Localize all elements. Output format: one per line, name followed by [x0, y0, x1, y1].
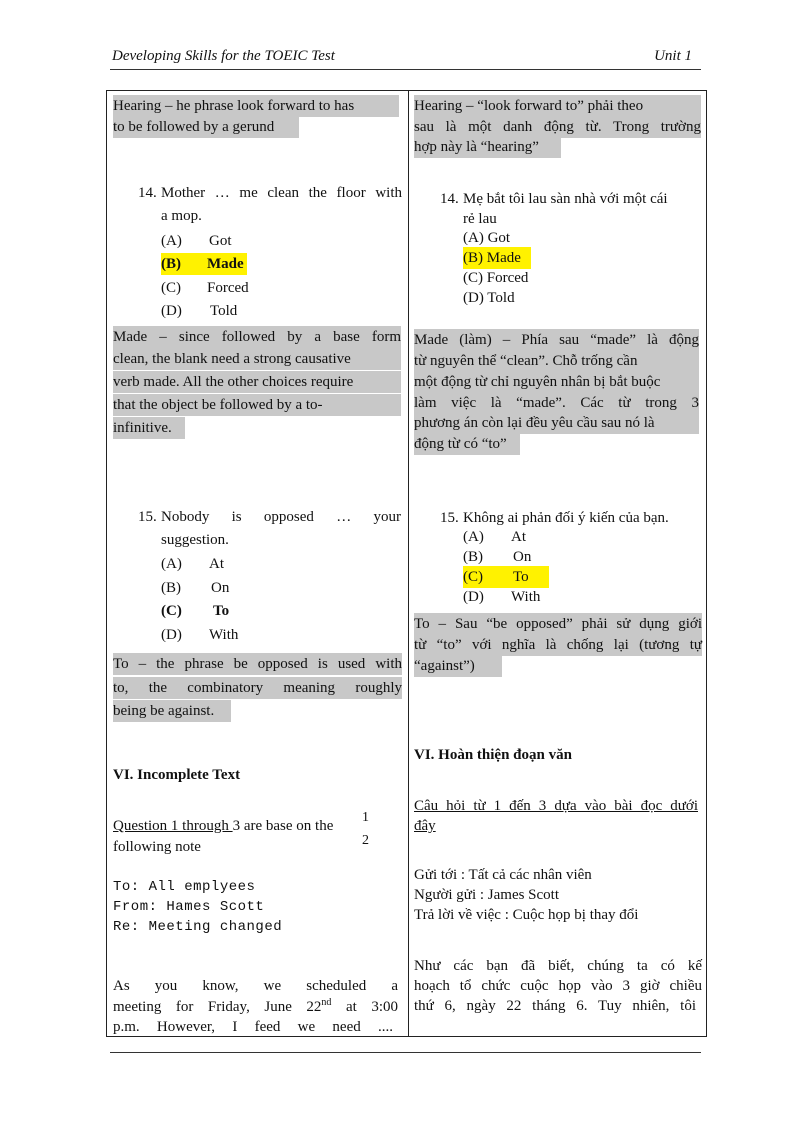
- left-body-line-1: As you know, we scheduled a: [113, 978, 398, 994]
- option-text: With: [511, 589, 541, 605]
- left-q14-option-a: [161, 230, 232, 252]
- option-text: At: [209, 556, 224, 572]
- left-memo-re: Re: Meeting changed: [113, 919, 283, 935]
- left-note-14-line-2: clean, the blank need a strong causative: [113, 348, 401, 370]
- right-body-line-2: hoạch tổ chức cuộc họp vào 3 giờ chiều: [414, 978, 702, 994]
- left-note-14-line-1: Made – since followed by a base form: [113, 326, 401, 348]
- option-text: Told: [210, 303, 238, 319]
- book-title: Developing Skills for the TOEIC Test: [112, 48, 335, 64]
- footer-rule: [110, 1052, 701, 1053]
- option-letter: (D): [463, 589, 484, 605]
- right-q14-option-a: (A) Got: [463, 230, 511, 246]
- option-text: To: [513, 569, 529, 585]
- option-letter: (B): [161, 580, 181, 596]
- left-q15-option-d: [161, 624, 239, 646]
- left-note-14-line-5: infinitive.: [113, 417, 185, 439]
- right-q14-line-1: Mẹ bắt tôi lau sàn nhà với một cái: [463, 191, 668, 207]
- left-note-15-line-2: to, the combinatory meaning roughly: [113, 677, 402, 699]
- right-question-line-1: Câu hỏi từ 1 đến 3 dựa vào bài đọc dưới: [414, 798, 698, 814]
- header-rule: [110, 69, 701, 70]
- right-q15-number: 15.: [440, 510, 459, 526]
- left-note-14-line-3: verb made. All the other choices require: [113, 371, 401, 393]
- right-note-15-line-1: To – Sau “be opposed” phải sử dụng giới: [414, 613, 702, 635]
- option-letter: (C): [161, 280, 181, 296]
- option-letter: (B): [161, 256, 181, 272]
- left-q15-number: 15.: [138, 509, 157, 525]
- right-note-14-line-3: một động từ chỉ nguyên nhân bị bắt buộc: [414, 371, 699, 393]
- option-text: Forced: [207, 280, 249, 296]
- body-text-b: at 3:00: [331, 999, 398, 1015]
- right-note-14-line-1: Made (làm) – Phía sau “made” là động: [414, 329, 699, 351]
- right-note-15-line-3: “against”): [414, 655, 502, 677]
- left-q14-option-b: [161, 253, 247, 275]
- unit-label: Unit 1: [654, 48, 692, 64]
- right-q14-number: 14.: [440, 191, 459, 207]
- right-note-13-line-2: sau là một danh động từ. Trong trường: [414, 116, 701, 138]
- right-memo-to: Gửi tới : Tất cả các nhân viên: [414, 867, 592, 883]
- option-letter: (C): [463, 569, 483, 585]
- right-body-line-3: thứ 6, ngày 22 tháng 6. Tuy nhiên, tôi: [414, 998, 696, 1014]
- left-q15-line-2: suggestion.: [161, 532, 229, 548]
- right-note-13-line-3: hợp này là “hearing”: [414, 136, 561, 158]
- left-body-line-2: [113, 996, 398, 1018]
- left-q15-line-1: Nobody is opposed … your: [161, 509, 401, 525]
- left-q14-option-c: [161, 277, 249, 299]
- right-note-14-line-5: phương án còn lại đều yêu cầu sau nó là: [414, 412, 699, 434]
- column-divider: [408, 90, 409, 1037]
- right-memo-from: Người gửi : James Scott: [414, 887, 560, 903]
- right-q15-option-d: [463, 586, 541, 608]
- left-q15-option-a: [161, 553, 224, 575]
- left-body-line-3: p.m. However, I feed we need ....: [113, 1019, 393, 1035]
- left-memo-from: From: Hames Scott: [113, 899, 265, 915]
- left-q14-line-1: Mother … me clean the floor with: [161, 185, 402, 201]
- option-text: Got: [209, 233, 232, 249]
- left-section-title: VI. Incomplete Text: [113, 767, 241, 783]
- option-letter: (D): [161, 303, 182, 319]
- left-note-14-line-4: that the object be followed by a to-: [113, 394, 401, 416]
- right-q15-option-b: [463, 546, 532, 568]
- right-q15-option-a: [463, 526, 526, 548]
- right-memo-re: Trả lời về việc : Cuộc họp bị thay đổi: [414, 907, 639, 923]
- right-note-14-line-4: làm việc là “made”. Các từ trong 3: [414, 392, 699, 414]
- right-note-15-line-2: từ “to” với nghĩa là chống lại (tương tự: [414, 634, 702, 656]
- right-section-title: VI. Hoàn thiện đoạn văn: [414, 747, 572, 763]
- option-text: On: [513, 549, 532, 565]
- left-question-line-2: following note: [113, 839, 201, 855]
- option-text: On: [211, 580, 230, 596]
- option-letter: (A): [161, 233, 182, 249]
- left-note-15-line-1: To – the phrase be opposed is used with: [113, 653, 402, 675]
- left-q14-number: 14.: [138, 185, 157, 201]
- ordinal-suffix: nd: [321, 997, 332, 1008]
- page-number-bottom: 2: [362, 833, 369, 848]
- option-text: At: [511, 529, 526, 545]
- question-rest-text: 3 are base on the: [232, 818, 334, 834]
- option-text: To: [213, 603, 230, 619]
- option-letter: (A): [161, 556, 182, 572]
- page-header: [112, 46, 700, 68]
- left-note-15-line-3: being be against.: [113, 700, 231, 722]
- option-letter: (C): [161, 603, 182, 619]
- body-text-a: meeting for Friday, June 22: [113, 999, 322, 1015]
- left-q15-option-b: [161, 577, 230, 599]
- right-q14-option-c: (C) Forced: [463, 270, 529, 286]
- option-text: Made: [207, 256, 244, 272]
- right-question-line-2: đây: [414, 818, 436, 834]
- left-question-intro: [113, 815, 333, 837]
- page-number-top: 1: [362, 810, 369, 825]
- left-q14-line-2: a mop.: [161, 208, 202, 224]
- option-letter: (A): [463, 529, 484, 545]
- option-text: With: [209, 627, 239, 643]
- option-letter: (B): [463, 549, 483, 565]
- right-note-14-line-2: từ nguyên thể “clean”. Chỗ trống cần: [414, 350, 699, 372]
- right-q14-line-2: rẻ lau: [463, 211, 497, 227]
- right-q14-option-d: (D) Told: [463, 290, 515, 306]
- left-note-13-line-2: to be followed by a gerund: [113, 116, 299, 138]
- question-link-text: Question 1 through: [113, 818, 233, 834]
- right-q15-option-c: [463, 566, 549, 588]
- left-q14-option-d: [161, 300, 238, 322]
- right-q14-option-b: (B) Made: [463, 247, 531, 269]
- left-q15-option-c: [161, 600, 230, 622]
- left-note-13-line-1: Hearing – he phrase look forward to has: [113, 95, 399, 117]
- right-body-line-1: Như các bạn đã biết, chúng ta có kế: [414, 958, 702, 974]
- left-memo-to: To: All emplyees: [113, 879, 256, 895]
- right-q15-line: Không ai phản đối ý kiến của bạn.: [463, 510, 669, 526]
- option-letter: (D): [161, 627, 182, 643]
- right-note-13-line-1: Hearing – “look forward to” phải theo: [414, 95, 701, 117]
- right-note-14-line-6: động từ có “to”: [414, 433, 520, 455]
